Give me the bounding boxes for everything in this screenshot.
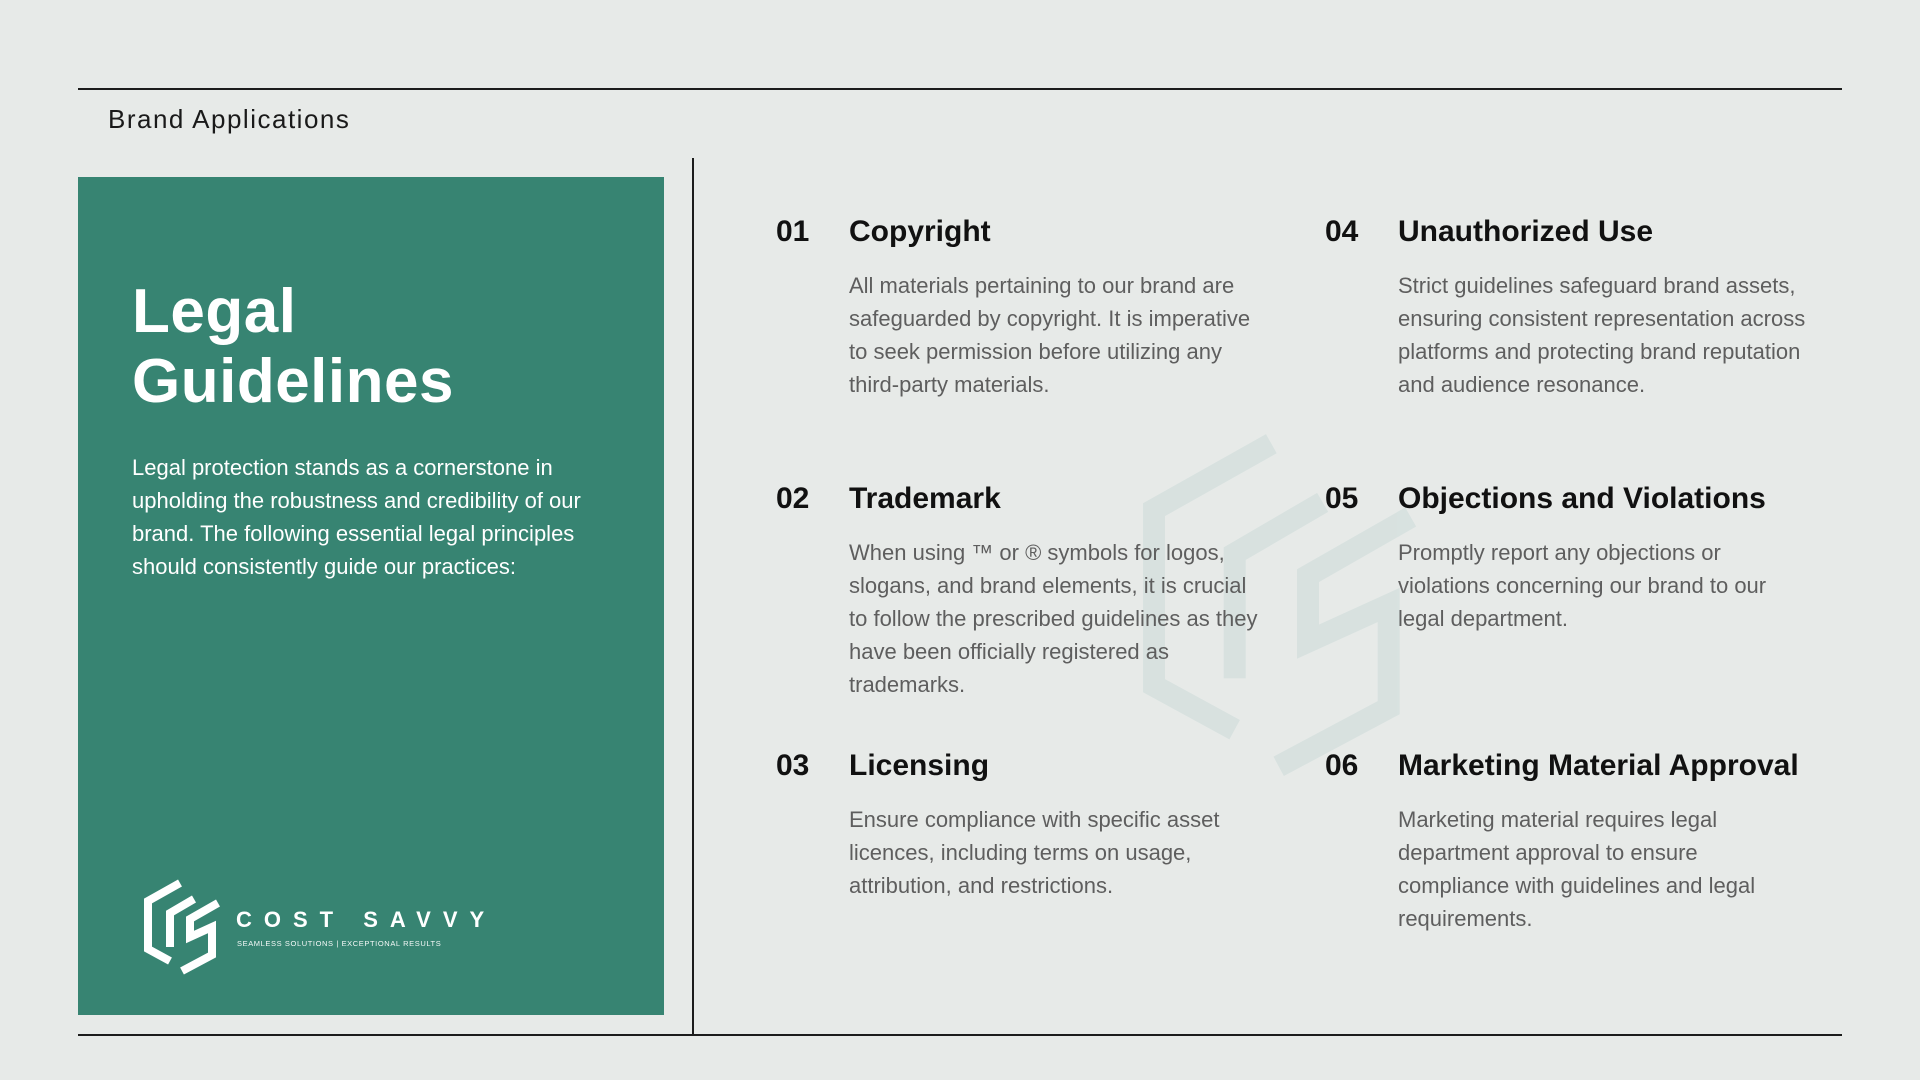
item-description: Marketing material requires legal department approval to ensure compliance with guidelines and legal requirements. xyxy=(1398,807,1756,931)
logo-wordmark: COST SAVVY xyxy=(236,907,497,932)
item-number: 03 xyxy=(776,749,810,782)
item-title: Unauthorized Use xyxy=(1398,215,1654,248)
item-title: Licensing xyxy=(849,749,990,782)
top-divider xyxy=(78,88,1842,90)
item-title: Trademark xyxy=(849,482,1001,515)
item-description: Promptly report any objections or violations concerning our brand to our legal department. xyxy=(1398,540,1767,631)
item-number: 05 xyxy=(1325,482,1359,515)
vertical-divider xyxy=(692,158,694,1036)
section-title: Brand Applications xyxy=(108,104,351,134)
item-number: 02 xyxy=(776,482,810,515)
item-description: When using ™ or ® symbols for logos, slogans, and brand elements, it is crucial to follow the prescribed guidelines as they have been officially registered as trademarks. xyxy=(849,540,1258,697)
brand-logo xyxy=(136,877,496,977)
item-description: All materials pertaining to our brand are safeguarded by copyright. It is imperative to seek permission before utilizing any third-party materials. xyxy=(849,273,1251,397)
legal-guidelines-panel xyxy=(78,177,664,1015)
item-description: Strict guidelines safeguard brand assets, ensuring consistent representation across platforms and protecting brand reputation and audience resonance. xyxy=(1398,273,1806,397)
bottom-divider xyxy=(78,1034,1842,1036)
item-number: 04 xyxy=(1325,215,1359,248)
cs-hexagon-logo-icon xyxy=(136,877,226,977)
item-number: 01 xyxy=(776,215,810,248)
item-title: Objections and Violations xyxy=(1398,482,1766,515)
item-number: 06 xyxy=(1325,749,1359,782)
page-title: Legal Guidelines xyxy=(132,277,454,416)
item-description: Ensure compliance with specific asset licences, including terms on usage, attribution, and restrictions. xyxy=(849,807,1220,898)
item-title: Copyright xyxy=(849,215,991,248)
logo-tagline: SEAMLESS SOLUTIONS | EXCEPTIONAL RESULTS xyxy=(237,939,442,948)
item-title: Marketing Material Approval xyxy=(1398,749,1799,782)
panel-intro-text: Legal protection stands as a cornerstone in upholding the robustness and credibility of our brand. The following essential legal principles should consistently guide our practices: xyxy=(132,455,581,579)
